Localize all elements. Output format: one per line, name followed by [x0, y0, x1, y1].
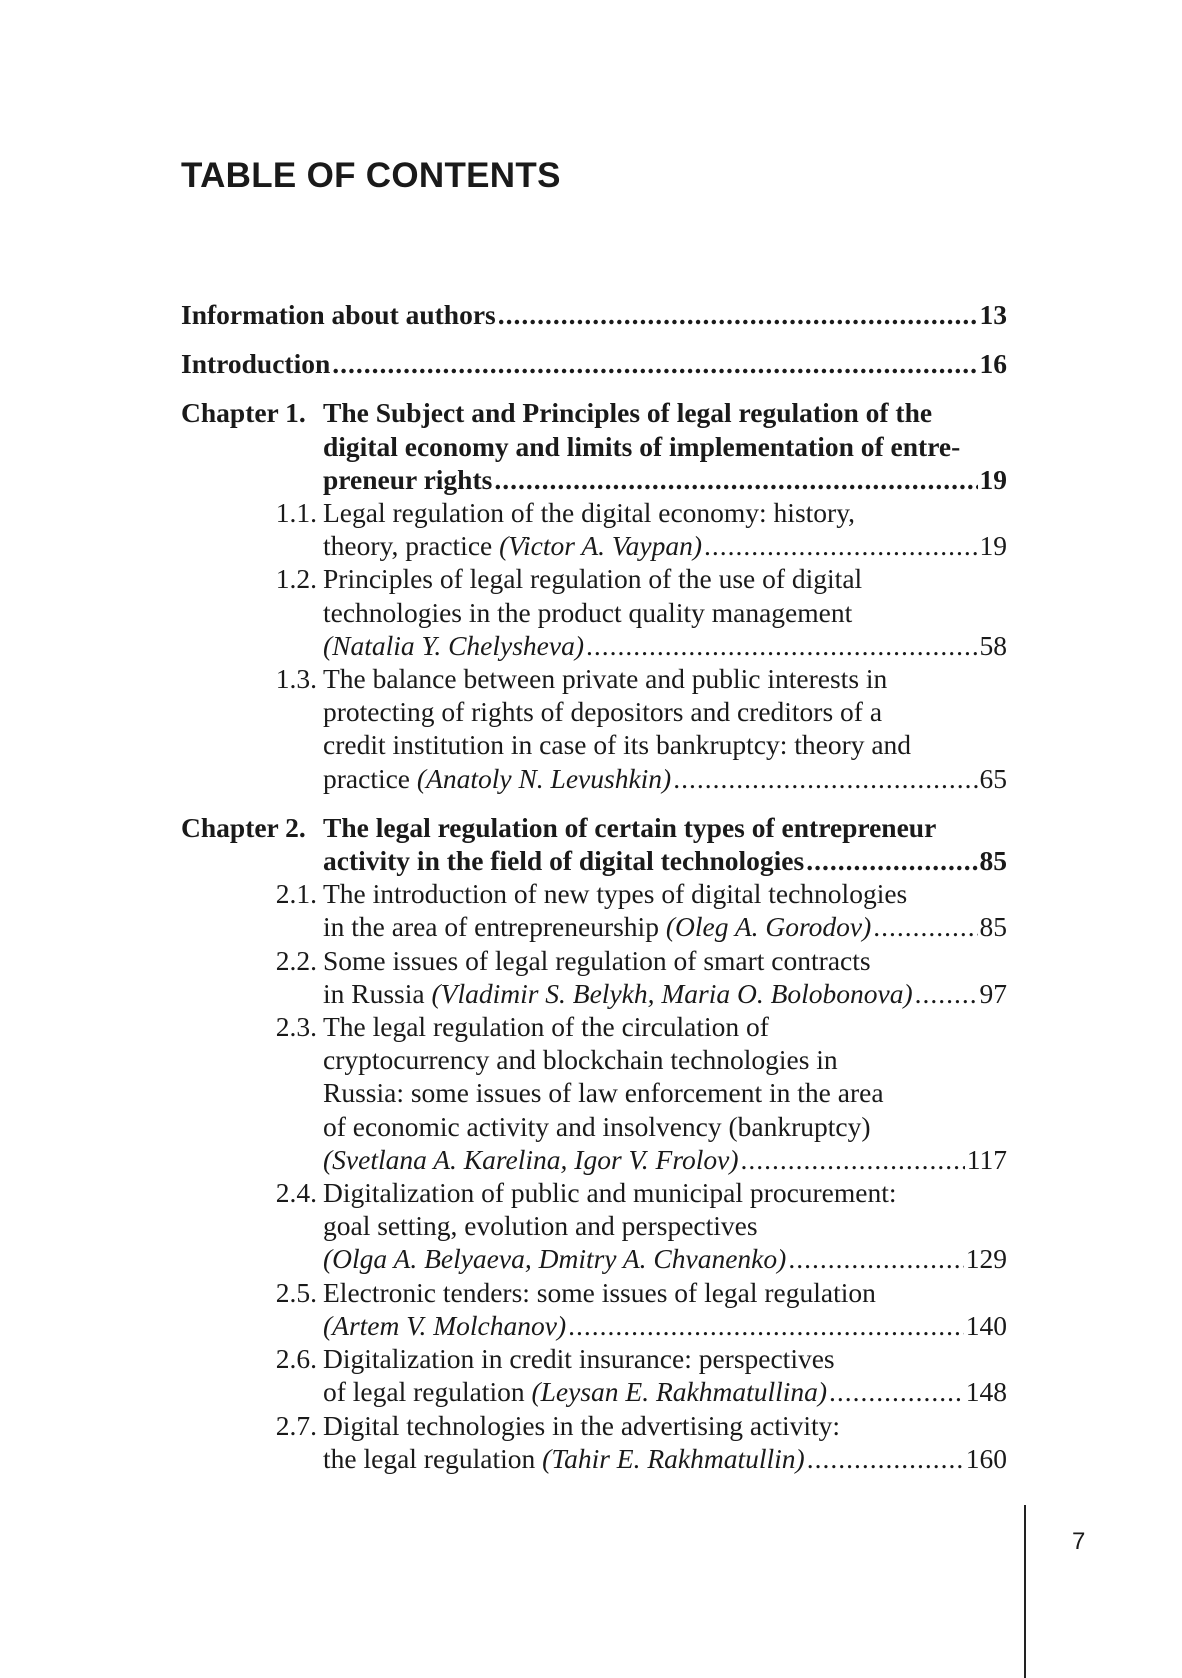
- page-ref: 19: [979, 530, 1007, 562]
- chapter-title-line: digital economy and limits of implementation of entre-: [323, 430, 961, 462]
- dot-leader: [586, 629, 978, 662]
- page-title: TABLE OF CONTENTS: [181, 156, 561, 195]
- section-title: [323, 877, 1007, 943]
- author-name: (Natalia Y. Chelysheva): [323, 629, 584, 661]
- section-title: [323, 944, 1007, 1010]
- entry-text: of legal regulation: [323, 1376, 525, 1408]
- dot-leader: [741, 1143, 965, 1176]
- section-title-line: The balance between private and public interests in: [323, 663, 888, 695]
- toc-section: [181, 1176, 1007, 1276]
- section-title-line: The introduction of new types of digital technologies: [323, 878, 908, 910]
- section-title: [323, 1342, 1007, 1408]
- dot-leader: [788, 1242, 963, 1275]
- entry-text: Introduction: [181, 348, 331, 380]
- toc-chapter: [181, 811, 1007, 1475]
- dot-leader: [673, 762, 977, 795]
- dot-leader: [332, 347, 977, 380]
- toc-section: [181, 562, 1007, 662]
- toc-line-last: [323, 844, 1007, 877]
- section-title-line: credit institution in case of its bankruptcy: theory and: [323, 729, 912, 761]
- section-title-line: cryptocurrency and blockchain technologies in: [323, 1044, 838, 1076]
- entry-text: Information about authors: [181, 299, 496, 330]
- toc-line-last: [323, 977, 1007, 1010]
- section-number: 2.1.: [275, 878, 317, 910]
- section-title-line: goal setting, evolution and perspectives: [323, 1210, 758, 1242]
- dot-leader: [829, 1375, 964, 1408]
- section-title: [323, 1010, 1007, 1176]
- section-number: 2.7.: [275, 1409, 317, 1441]
- section-title: [323, 662, 1007, 795]
- dot-leader: [704, 529, 977, 562]
- dot-leader: [807, 1442, 964, 1475]
- toc-section: [181, 1276, 1007, 1342]
- chapter-label: Chapter 1.: [181, 397, 306, 429]
- page-ref: 58: [979, 629, 1007, 661]
- entry-text: the legal regulation: [323, 1442, 536, 1474]
- section-number: 1.1.: [275, 497, 317, 529]
- page-ref: 160: [965, 1442, 1007, 1474]
- toc-section: [181, 662, 1007, 795]
- toc-line-last: [323, 1309, 1007, 1342]
- page-ref: 13: [979, 299, 1007, 330]
- toc-line-last: [323, 1375, 1007, 1408]
- page-ref: 148: [965, 1376, 1007, 1408]
- author-name: (Tahir E. Rakhmatullin): [542, 1442, 805, 1474]
- section-title-line: Electronic tenders: some issues of legal regulation: [323, 1276, 876, 1308]
- toc-section: [181, 496, 1007, 562]
- toc-line-last: [323, 910, 1007, 943]
- author-name: (Anatoly N. Levushkin): [416, 762, 672, 794]
- chapter-label: Chapter 2.: [181, 811, 306, 843]
- section-title-line: Digital technologies in the advertising activity:: [323, 1409, 841, 1441]
- toc-section: [181, 944, 1007, 1010]
- page-ref: 85: [979, 911, 1007, 943]
- chapter-heading: [181, 396, 1007, 496]
- toc-section: [181, 1010, 1007, 1176]
- dot-leader: [915, 977, 978, 1010]
- dot-leader: [568, 1309, 964, 1342]
- section-number: 1.3.: [275, 663, 317, 695]
- toc-entry-front: [181, 298, 1007, 331]
- author-name: (Victor A. Vaypan): [499, 530, 703, 562]
- section-number: 2.4.: [275, 1177, 317, 1209]
- section-title-line: The legal regulation of the circulation of: [323, 1011, 769, 1043]
- section-number: 2.3.: [275, 1011, 317, 1043]
- toc-line-last: [323, 529, 1007, 562]
- chapter-title-line: The legal regulation of certain types of entrepreneur: [323, 811, 937, 843]
- section-title-line: of economic activity and insolvency (bankruptcy): [323, 1110, 871, 1142]
- entry-text: activity in the field of digital technologies: [323, 845, 805, 877]
- section-title-line: Digitalization in credit insurance: perspectives: [323, 1343, 835, 1375]
- author-name: (Leysan E. Rakhmatullina): [531, 1376, 828, 1408]
- page-ref: 97: [979, 977, 1007, 1009]
- entry-text: in the area of entrepreneurship: [323, 911, 659, 943]
- toc-line-last: [323, 1143, 1007, 1176]
- toc-line-last: [181, 298, 1007, 331]
- entry-text: preneur rights: [323, 463, 493, 495]
- section-number: 2.2.: [275, 944, 317, 976]
- toc-line-last: [323, 762, 1007, 795]
- section-title: [323, 1276, 1007, 1342]
- section-number: 2.6.: [275, 1343, 317, 1375]
- author-name: (Vladimir S. Belykh, Maria O. Bolobonova): [431, 977, 913, 1009]
- section-title-line: Principles of legal regulation of the use of digital: [323, 563, 863, 595]
- dot-leader: [806, 844, 977, 877]
- chapter-title: [323, 396, 1007, 496]
- author-name: (Oleg A. Gorodov): [665, 911, 872, 943]
- toc-line-last: [323, 629, 1007, 662]
- section-title-line: Some issues of legal regulation of smart contracts: [323, 944, 871, 976]
- entry-text: theory, practice: [323, 530, 493, 562]
- page-number: 7: [1072, 1528, 1086, 1555]
- toc-section: [181, 1409, 1007, 1475]
- page-ref: 117: [966, 1143, 1007, 1175]
- section-title-line: Digitalization of public and municipal procurement:: [323, 1177, 897, 1209]
- entry-text: practice: [323, 762, 411, 794]
- dot-leader: [873, 910, 977, 943]
- toc-section: [181, 877, 1007, 943]
- page-ref: 16: [979, 348, 1007, 380]
- page-ref: 19: [979, 463, 1007, 495]
- section-title: [323, 496, 1007, 562]
- toc-section: [181, 1342, 1007, 1408]
- toc-line-last: [323, 1242, 1007, 1275]
- toc-chapter: [181, 396, 1007, 794]
- page-ref: 65: [979, 762, 1007, 794]
- page-ref: 129: [965, 1243, 1007, 1275]
- author-name: (Artem V. Molchanov): [323, 1309, 567, 1341]
- section-title: [323, 1176, 1007, 1276]
- footer-rule: [1024, 1505, 1026, 1678]
- entry-text: in Russia: [323, 977, 425, 1009]
- section-title-line: Legal regulation of the digital economy: history,: [323, 497, 856, 529]
- chapter-title-line: The Subject and Principles of legal regulation of the: [323, 397, 933, 429]
- chapter-heading: [181, 811, 1007, 877]
- author-name: (Olga A. Belyaeva, Dmitry A. Chvanenko): [323, 1243, 787, 1275]
- toc-line-last: [323, 1442, 1007, 1475]
- toc-line-last: [181, 347, 1007, 380]
- toc-entry-front: [181, 347, 1007, 380]
- chapter-title: [323, 811, 1007, 877]
- section-number: 1.2.: [275, 563, 317, 595]
- section-title: [323, 1409, 1007, 1475]
- section-number: 2.5.: [275, 1276, 317, 1308]
- page-ref: 140: [965, 1309, 1007, 1341]
- toc-line-last: [323, 463, 1007, 496]
- dot-leader: [498, 298, 978, 331]
- dot-leader: [494, 463, 977, 496]
- section-title-line: technologies in the product quality management: [323, 596, 853, 628]
- section-title-line: Russia: some issues of law enforcement in the area: [323, 1077, 884, 1109]
- table-of-contents: [181, 298, 1007, 1491]
- author-name: (Svetlana A. Karelina, Igor V. Frolov): [323, 1143, 739, 1175]
- section-title: [323, 562, 1007, 662]
- page-ref: 85: [979, 845, 1007, 877]
- section-title-line: protecting of rights of depositors and creditors of a: [323, 696, 883, 728]
